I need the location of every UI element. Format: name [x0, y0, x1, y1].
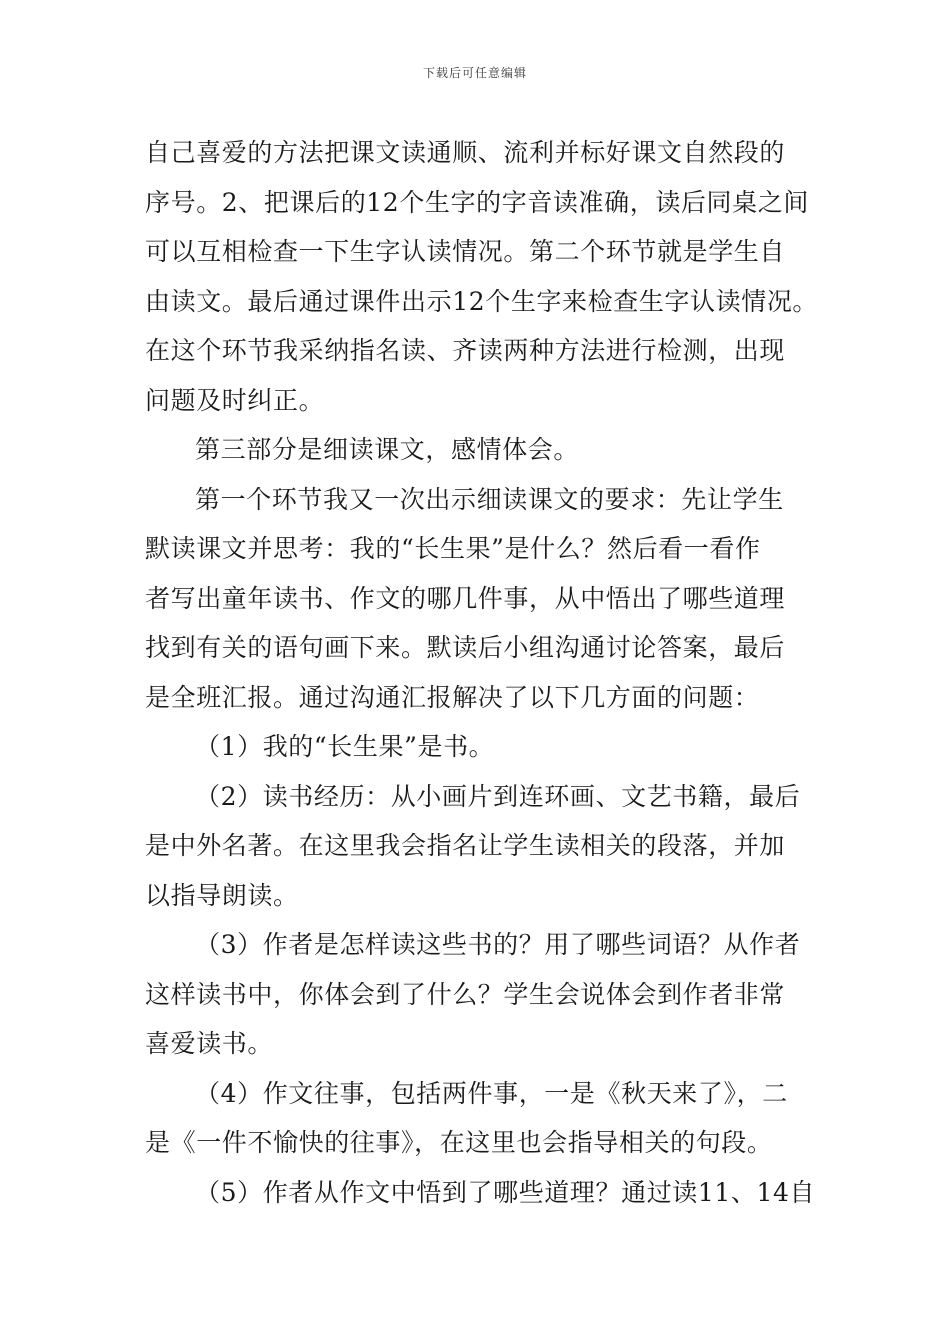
text-line: 喜爱读书。	[145, 1029, 274, 1058]
page-header-note: 下载后可任意编辑	[422, 66, 527, 80]
text-line: 是《一件不愉快的往事》，在这里也会指导相关的句段。	[145, 1128, 773, 1157]
list-item: （2）读书经历：从小画片到连环画、文艺书籍，最后	[195, 781, 801, 811]
text-line: 序号。2、把课后的12个生字的字音读准确，读后同桌之间	[145, 187, 809, 217]
text-line: 以指导朗读。	[145, 880, 299, 910]
text-line: 是全班汇报。通过沟通汇报解决了以下几方面的问题：	[145, 682, 760, 712]
text-line: 问题及时纠正。	[145, 385, 325, 415]
list-item: （3）作者是怎样读这些书的？用了哪些词语？从作者	[195, 930, 801, 959]
text-line: 这样读书中，你体会到了什么？学生会说体会到作者非常	[145, 979, 786, 1009]
text-line: 第一个环节我又一次出示细读课文的要求：先让学生	[195, 484, 784, 514]
text-line: 在这个环节我采纳指名读、齐读两种方法进行检测，出现	[145, 336, 786, 365]
text-line: 默读课文并思考：我的“长生果”是什么？然后看一看作	[145, 534, 761, 563]
paragraph-heading: 第三部分是细读课文，感情体会。	[195, 435, 580, 464]
document-body	[145, 128, 820, 1217]
text-line: 由读文。最后通过课件出示12个生字来检查生字认读情况。	[145, 286, 819, 316]
text-line: 找到有关的语句画下来。默读后小组沟通讨论答案，最后	[145, 633, 786, 662]
list-item: （1）我的“长生果”是书。	[195, 732, 495, 761]
list-item: （5）作者从作文中悟到了哪些道理？通过读11、14自	[195, 1177, 816, 1207]
text-line: 自己喜爱的方法把课文读通顺、流利并标好课文自然段的	[145, 138, 786, 167]
text-line: 是中外名著。在这里我会指名让学生读相关的段落，并加	[145, 831, 786, 860]
text-line: 可以互相检查一下生字认读情况。第二个环节就是学生自	[145, 237, 786, 266]
text-line: 者写出童年读书、作文的哪几件事，从中悟出了哪些道理	[145, 583, 786, 613]
list-item: （4）作文往事，包括两件事，一是《秋天来了》，二	[195, 1078, 788, 1108]
